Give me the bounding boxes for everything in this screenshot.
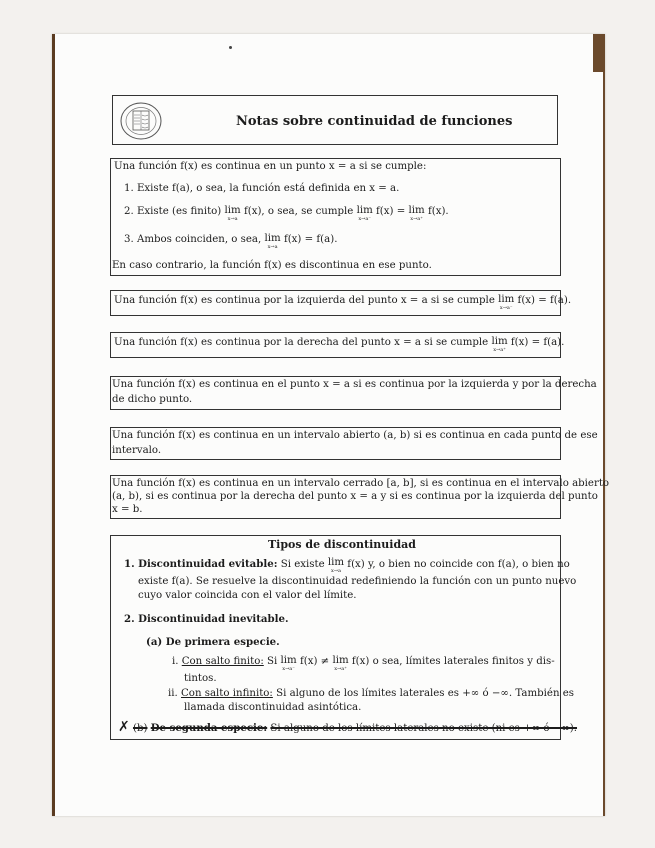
evitable-line-1: 1. Discontinuidad evitable: Si existe lim x→a f(x) y, o bien no coincide con f(a), o bien no: [124, 557, 570, 575]
cross-mark-icon: ✗: [118, 719, 130, 735]
closed-line-1: Una función f(x) es continua en un intervalo cerrado [a, b], si es continua en el intervalo abierto: [112, 478, 610, 489]
finito-line-1: i. Con salto finito: Si lim x→a⁻ f(x) ≠ lim x→a⁺ f(x) o sea, límites laterales finitos y dis-: [172, 655, 555, 673]
university-seal-icon: [119, 101, 163, 141]
left-continuity-text: Una función f(x) es continua por la izquierda del punto x = a si se cumple lim x→a⁻ f(x) = f(a).: [114, 294, 572, 312]
infinito-line-1: ii. Con salto infinito: Si alguno de los límites laterales es +∞ ó −∞. También es: [168, 688, 574, 699]
finito-line-2: tintos.: [184, 673, 217, 684]
def-intro: Una función f(x) es continua en un punto x = a si se cumple:: [114, 161, 427, 172]
evitable-line-2: existe f(a). Se resuelve la discontinuidad redefiniendo la función con un punto nuevo: [138, 576, 577, 587]
def-item-3: 3. Ambos coinciden, o sea, lim x→a f(x) = f(a).: [124, 233, 338, 251]
def-outro: En caso contrario, la función f(x) es discontinua en ese punto.: [112, 260, 432, 271]
evitable-line-3: cuyo valor coincida con el valor del límite.: [138, 590, 357, 601]
right-continuity-text: Una función f(x) es continua por la derecha del punto x = a si se cumple lim x→a⁺ f(x) = f(a).: [114, 336, 565, 354]
page-edge-shadow: [593, 34, 603, 72]
segunda-especie: ✗ (b) De segunda especie: Si alguno de los límites laterales no existe (ni es +∞ ó −∞).: [118, 719, 578, 735]
def-item-1: 1. Existe f(a), o sea, la función está definida en x = a.: [124, 183, 400, 194]
open-line-2: intervalo.: [112, 445, 162, 456]
tipos-title: Tipos de discontinuidad: [268, 538, 416, 551]
point-line-1: Una función f(x) es continua en el punto x = a si es continua por la izquierda y por la derecha: [112, 379, 597, 390]
page-title: Notas sobre continuidad de funciones: [236, 114, 513, 129]
primera-especie: (a) De primera especie.: [146, 636, 280, 648]
def-item-2: 2. Existe (es finito) lim x→a f(x), o sea, se cumple lim x→a⁻ f(x) = lim x→a⁺ f(x).: [124, 205, 449, 223]
closed-line-3: x = b.: [112, 504, 143, 515]
point-line-2: de dicho punto.: [112, 394, 193, 405]
inevitable-label: 2. Discontinuidad inevitable.: [124, 613, 289, 625]
speck: [229, 46, 232, 49]
infinito-line-2: llamada discontinuidad asintótica.: [184, 702, 362, 713]
open-line-1: Una función f(x) es continua en un intervalo abierto (a, b) si es continua en cada punto de ese: [112, 430, 598, 441]
closed-line-2: (a, b), si es continua por la derecha del punto x = a y si es continua por la izquierda del punto: [112, 491, 598, 502]
